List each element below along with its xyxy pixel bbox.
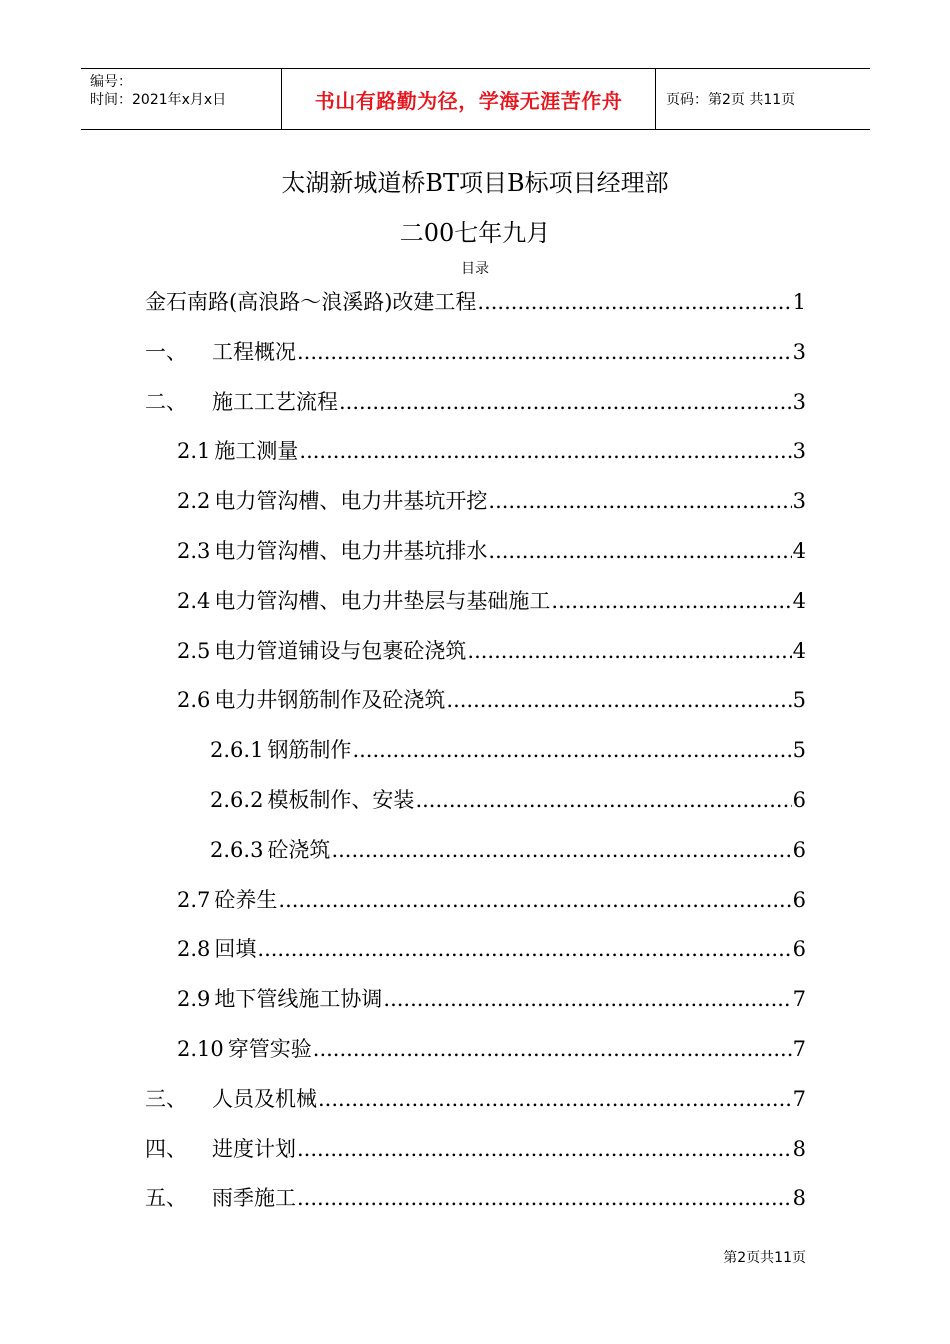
- toc-leader-dots: [331, 838, 791, 862]
- toc-leader-dots: [313, 1037, 792, 1061]
- toc-entry[interactable]: [177, 535, 806, 565]
- toc-entry-page: 5: [792, 688, 806, 713]
- toc-entry-number: 四、: [145, 1136, 187, 1161]
- header-meta-cell: [81, 69, 282, 129]
- toc-leader-dots: [446, 688, 791, 712]
- toc-entry-page: 4: [792, 539, 806, 563]
- toc-entry-page: 3: [792, 389, 806, 414]
- toc-entry-number: 2.4: [177, 588, 211, 613]
- toc-entry[interactable]: [177, 635, 806, 665]
- toc-entry-text: 穿管实验: [227, 1037, 312, 1061]
- toc-entry[interactable]: [177, 933, 806, 963]
- toc-entry-text: 砼浇筑: [267, 837, 331, 862]
- toc-entry-page: 6: [792, 788, 806, 812]
- toc-entry-number: 2.9: [177, 987, 211, 1012]
- header-page-info: 页码：第2页 共11页: [666, 92, 796, 108]
- toc-entry-page: 6: [792, 887, 806, 912]
- toc-entry-number: 2.2: [177, 489, 211, 514]
- toc-leader-dots: [297, 1186, 792, 1210]
- toc-leader-dots: [488, 539, 791, 563]
- toc-entry[interactable]: [145, 386, 806, 416]
- toc-leader-dots: [383, 987, 791, 1011]
- toc-leader-dots: [297, 340, 792, 364]
- toc-entry-number: 2.3: [177, 539, 211, 563]
- toc-entry-number: 2.8: [177, 937, 211, 962]
- toc-leader-dots: [488, 489, 791, 513]
- toc-leader-dots: [551, 589, 791, 613]
- toc-entry-text: 砼养生: [214, 887, 278, 912]
- toc-entry-page: 3: [792, 339, 806, 364]
- toc-entry-number: 2.6.3: [210, 837, 264, 862]
- toc-entry-text: 工程概况: [212, 339, 296, 364]
- page-header: [81, 68, 870, 130]
- toc-entry[interactable]: [210, 784, 806, 814]
- toc-leader-dots: [318, 1087, 792, 1111]
- toc-entry-text: 电力管道铺设与包裹砼浇筑: [214, 638, 467, 663]
- toc-entry-text: 回填: [214, 937, 257, 962]
- toc-entry[interactable]: [177, 435, 806, 465]
- document-date: 二00七年九月: [399, 219, 551, 247]
- header-code-label: 编号：: [90, 74, 132, 90]
- toc-leader-dots: [299, 439, 791, 463]
- page-footer: 第2页共11页: [723, 1250, 806, 1266]
- toc-entry-number: 三、: [145, 1086, 187, 1111]
- header-motto-cell: [282, 69, 656, 129]
- toc-entry-page: 6: [792, 937, 806, 962]
- toc-leader-dots: [257, 937, 791, 961]
- toc-entry-text: 进度计划: [212, 1136, 296, 1161]
- toc-entry-page: 5: [792, 738, 806, 763]
- toc-entry-number: 2.1: [177, 439, 211, 464]
- toc-entry[interactable]: [177, 884, 806, 914]
- toc-entry-text: 电力管沟槽、电力井基坑开挖: [214, 489, 488, 514]
- toc-entry-text: 电力管沟槽、电力井基坑排水: [214, 539, 488, 563]
- toc-entry-number: 五、: [145, 1186, 187, 1211]
- toc-entry-page: 7: [792, 1086, 806, 1111]
- toc-entry[interactable]: [177, 485, 806, 515]
- toc-entry-page: 6: [792, 837, 806, 862]
- toc-entry-page: 8: [792, 1186, 806, 1211]
- toc-entry-text: 金石南路(高浪路～浪溪路)改建工程: [145, 290, 477, 314]
- toc-entry-number: 2.7: [177, 887, 211, 912]
- toc-entry[interactable]: [210, 834, 806, 864]
- toc-entry-number: 2.5: [177, 638, 211, 663]
- toc-entry-text: 施工工艺流程: [212, 389, 338, 414]
- toc-entry-number: 2.10: [177, 1037, 224, 1061]
- toc-heading: 目录: [461, 261, 489, 277]
- toc-entry[interactable]: [145, 286, 806, 316]
- toc-entry[interactable]: [177, 983, 806, 1013]
- toc-entry-text: 人员及机械: [212, 1086, 317, 1111]
- toc-entry-page: 8: [792, 1136, 806, 1161]
- toc-entry-text: 钢筋制作: [267, 738, 352, 763]
- toc-entry[interactable]: [145, 1182, 806, 1212]
- toc-entry-page: 1: [792, 290, 806, 314]
- toc-entry[interactable]: [145, 1083, 806, 1113]
- toc-entry-number: 2.6.1: [210, 738, 264, 763]
- header-time-label: 时间：2021年x月x日: [90, 92, 227, 108]
- toc-entry-number: 2.6.2: [210, 788, 264, 812]
- toc-entry-number: 二、: [145, 389, 187, 414]
- toc-leader-dots: [467, 639, 791, 663]
- toc-entry-text: 雨季施工: [212, 1186, 296, 1211]
- toc-entry-number: 2.6: [177, 688, 211, 713]
- toc-entry[interactable]: [177, 1033, 806, 1063]
- toc-entry-text: 地下管线施工协调: [214, 987, 383, 1012]
- toc-entry[interactable]: [145, 336, 806, 366]
- toc-entry-text: 电力井钢筋制作及砼浇筑: [214, 688, 446, 713]
- toc-entry-page: 7: [792, 1037, 806, 1061]
- header-motto: 书山有路勤为径，学海无涯苦作舟: [314, 88, 623, 113]
- toc-entry[interactable]: [177, 585, 806, 615]
- toc-entry-number: 一、: [145, 339, 187, 364]
- toc-leader-dots: [415, 788, 791, 812]
- toc-leader-dots: [339, 390, 792, 414]
- toc-leader-dots: [278, 888, 791, 912]
- toc-entry-page: 3: [792, 489, 806, 514]
- toc-entry-page: 7: [792, 987, 806, 1012]
- toc-entry-text: 施工测量: [214, 439, 299, 464]
- toc-entry[interactable]: [210, 734, 806, 764]
- toc-leader-dots: [477, 290, 791, 314]
- toc-entry-text: 电力管沟槽、电力井垫层与基础施工: [214, 588, 551, 613]
- toc-entry-page: 3: [792, 439, 806, 464]
- toc-entry-page: 4: [792, 638, 806, 663]
- header-page-cell: [656, 69, 870, 129]
- toc-leader-dots: [352, 738, 791, 762]
- toc-leader-dots: [297, 1137, 792, 1161]
- toc-entry-text: 模板制作、安装: [267, 788, 415, 812]
- toc-entry[interactable]: [145, 1133, 806, 1163]
- toc-entry-page: 4: [792, 588, 806, 613]
- document-title: 太湖新城道桥BT项目B标项目经理部: [281, 169, 669, 197]
- toc-entry[interactable]: [177, 684, 806, 714]
